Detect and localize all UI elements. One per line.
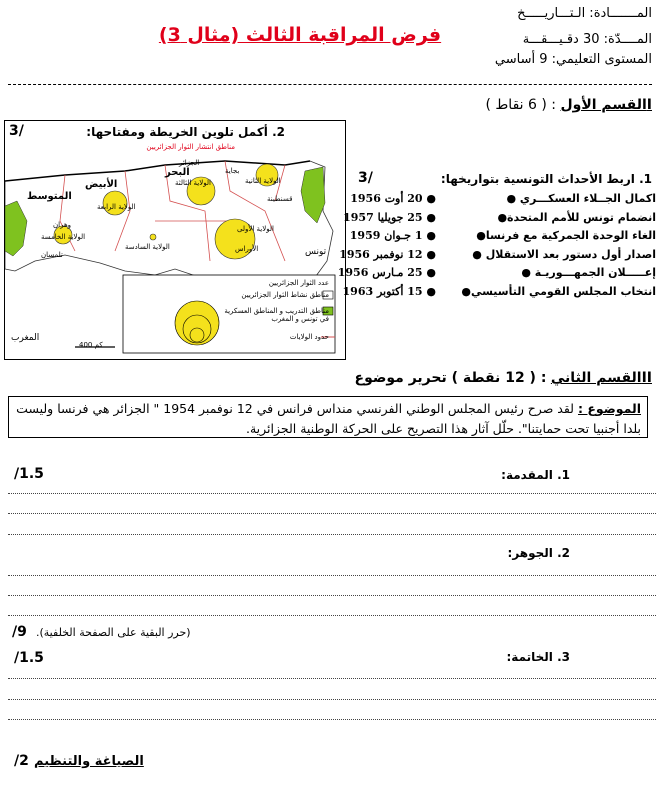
body-label: 2. الجوهر:: [507, 546, 570, 560]
region-6: الولاية السادسة: [125, 243, 170, 251]
level-line: المستوى التعليمي: 9 أساسي: [494, 52, 652, 67]
event-name: اصدار أول دستور بعد الاستقلال ●: [472, 247, 656, 261]
legend-item-2: مناطق التدريب و المناطق العسكرية في تونس و المغرب: [224, 307, 329, 323]
conclusion-label: 3. الخاتمة:: [506, 650, 570, 664]
event-name: إعـــــلان الجمهـــوريـة ●: [521, 266, 656, 279]
events-list: [337, 192, 656, 303]
answer-line[interactable]: [8, 513, 656, 514]
conclusion-score: /1.5: [14, 650, 44, 666]
intro-label: 1. المقدمة:: [501, 468, 570, 482]
event-name: اكمال الجــلاء العسكـــري ●: [506, 192, 656, 205]
answer-line[interactable]: [8, 575, 656, 576]
sea-label-2: الأبيض: [85, 179, 118, 190]
answer-line[interactable]: [8, 595, 656, 596]
presentation-score: /2: [14, 753, 29, 769]
answer-line[interactable]: [8, 719, 656, 720]
event-row: [350, 229, 656, 248]
map-panel: [4, 120, 346, 360]
events-task-label: 1. اربط الأحداث التونسية بتواريخها:: [440, 172, 652, 186]
region-5: الولاية الخامسة: [41, 233, 86, 241]
duration-line: المــــدّة: 30 دقـيـــقـــة: [522, 32, 652, 47]
part1-points: : ( 6 نقاط ): [485, 97, 557, 113]
body-note: (حرر البقية على الصفحة الخلفية).: [36, 626, 191, 639]
header-separator: [8, 84, 652, 85]
map-subtitle: مناطق انتشار الثوار الجزائريين: [146, 143, 235, 151]
part1-heading: [485, 97, 652, 113]
events-score: 3/: [358, 170, 373, 186]
essay-text: لقد صرح رئيس المجلس الوطني الفرنسي منداس فرانس في 12 نوفمبر 1954 " الجزائر هي فرنسا وليست بلدا أجنبيا تحت حمايتنا". حلّل آثار هذا التصريح على الحركة الوطنية الجزائرية.: [16, 401, 641, 436]
event-row: [350, 192, 656, 211]
event-row: [343, 210, 656, 230]
part1-label: Iالقسم الأول: [560, 97, 652, 113]
map-score: 3/: [9, 123, 24, 139]
event-date: ● 25 جويليا 1957: [343, 210, 436, 224]
essay-label: الموضوع :: [577, 401, 641, 416]
intro-score: /1.5: [14, 466, 44, 482]
answer-line[interactable]: [8, 534, 656, 535]
event-row: [339, 247, 656, 267]
morocco-label: المغرب: [11, 333, 40, 343]
event-row: [337, 266, 656, 285]
part2-label: IIالقسم الثاني: [550, 370, 652, 386]
city-bejaia: بجاية: [225, 167, 240, 175]
part2-heading: [355, 370, 653, 386]
region-1: الولاية الأولى: [237, 225, 274, 233]
sea-label-3: المتوسط: [27, 191, 72, 202]
city-constantine: قسنطينة: [267, 195, 293, 203]
city-algiers: الجزائر: [179, 159, 200, 167]
body-score: /9: [12, 624, 27, 640]
city-oran: وهران: [53, 221, 72, 229]
legend-item-3: حدود الولايات: [289, 333, 329, 341]
tunis-label: تونس: [305, 247, 327, 257]
answer-line[interactable]: [8, 678, 656, 679]
presentation-label: الصياغة والتنظيم: [34, 754, 144, 769]
page-title: فرض المراقبة الثالث (مثال 3): [158, 24, 442, 46]
answer-line[interactable]: [8, 493, 656, 494]
event-date: ● 15 أكتوبر 1963: [342, 284, 436, 298]
legend-title: عدد الثوار الجزائريين: [268, 279, 329, 287]
map-scale: 400 كم: [79, 341, 103, 349]
sea-label-1: البحر: [165, 167, 190, 178]
event-date: ● 20 أوت 1956: [350, 192, 436, 205]
region-3: الولاية الثالثة: [175, 179, 211, 187]
part2-points: : ( 12 نقطة ) تحرير موضوع: [354, 370, 547, 386]
city-tlemcen: تلمسان: [41, 251, 63, 259]
subject-line: المـــــــادة: الـتـــاريـــــخ: [517, 6, 652, 21]
map-task-label: 2. أكمل تلوين الخريطة ومفتاحها:: [86, 125, 285, 139]
event-date: ● 12 نوفمبر 1956: [339, 247, 436, 261]
region-aures: الأوراس: [235, 245, 259, 253]
event-date: ● 25 مـارس 1956: [337, 266, 436, 279]
legend-item-1: مناطق نشاط الثوار الجزائريين: [241, 291, 329, 299]
answer-line[interactable]: [8, 615, 656, 616]
essay-subject-box: [8, 396, 648, 438]
event-name: انتخاب المجلس القومي التأسيسي●: [461, 284, 656, 298]
region-2: الولاية الثانية: [245, 177, 281, 185]
event-name: الغاء الوحدة الجمركية مع فرنسا●: [476, 229, 656, 242]
event-row: [342, 284, 656, 304]
event-name: انضمام تونس للأمم المتحدة●: [497, 210, 656, 224]
answer-line[interactable]: [8, 699, 656, 700]
region-4: الولاية الرابعة: [97, 203, 136, 211]
event-date: ● 1 جـوان 1959: [349, 229, 436, 242]
